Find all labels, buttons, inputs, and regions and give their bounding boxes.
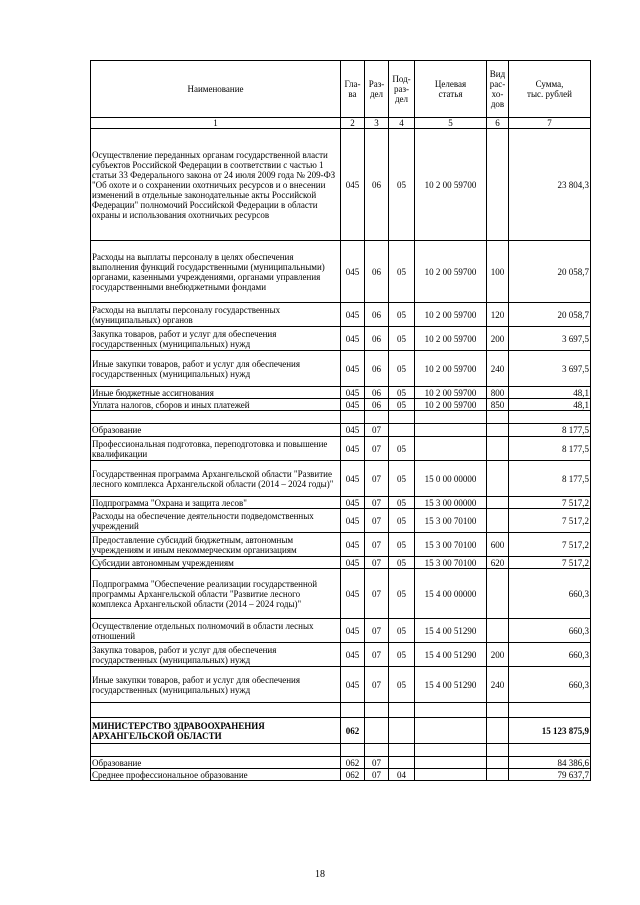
row-razdel: 07 [365, 757, 389, 769]
col-header-sum [509, 61, 591, 118]
row-razdel: 07 [365, 533, 389, 557]
row-vid: 850 [487, 399, 509, 411]
col-header-vid [487, 61, 509, 118]
row-vid: 800 [487, 387, 509, 399]
row-name: Иные закупки товаров, работ и услуг для обеспечения государственных (муниципальных) нужд [91, 351, 341, 387]
row-target: 15 3 00 70100 [415, 509, 487, 533]
col-header-podrazdel [389, 61, 415, 118]
row-glava: 045 [341, 461, 365, 497]
spacer-cell [509, 411, 591, 424]
row-name: Иные закупки товаров, работ и услуг для обеспечения государственных (муниципальных) нужд [91, 667, 341, 703]
table-row [91, 509, 591, 533]
table-row [91, 437, 591, 461]
row-glava: 045 [341, 569, 365, 619]
column-number: 6 [487, 118, 509, 129]
row-razdel: 06 [365, 129, 389, 241]
spacer-cell [509, 703, 591, 718]
row-name: Подпрограмма "Охрана и защита лесов" [91, 497, 341, 509]
col-header-vid-text: Вид рас- хо- дов [489, 69, 506, 109]
spacer-cell [389, 703, 415, 718]
row-target: 15 3 00 70100 [415, 533, 487, 557]
row-vid [487, 769, 509, 781]
row-razdel: 07 [365, 769, 389, 781]
row-glava: 062 [341, 718, 365, 744]
row-vid: 120 [487, 303, 509, 327]
row-podrazdel: 05 [389, 569, 415, 619]
row-name: Закупка товаров, работ и услуг для обеспечения государственных (муниципальных) нужд [91, 643, 341, 667]
table-row [91, 241, 591, 303]
spacer-cell [487, 411, 509, 424]
row-vid [487, 497, 509, 509]
column-number-row [91, 118, 591, 129]
row-razdel [365, 718, 389, 744]
budget-table [90, 60, 591, 781]
row-glava: 045 [341, 667, 365, 703]
row-vid: 620 [487, 557, 509, 569]
row-name: Образование [91, 424, 341, 437]
row-vid [487, 509, 509, 533]
row-podrazdel: 05 [389, 303, 415, 327]
table-row [91, 533, 591, 557]
spacer-row [91, 411, 591, 424]
column-number: 5 [415, 118, 487, 129]
col-header-target [415, 61, 487, 118]
row-name: Уплата налогов, сборов и иных платежей [91, 399, 341, 411]
row-name: Предоставление субсидий бюджетным, автономным учреждениям и иным некоммерческим организациям [91, 533, 341, 557]
row-vid [487, 437, 509, 461]
row-target: 10 2 00 59700 [415, 241, 487, 303]
table-row [91, 327, 591, 351]
spacer-cell [341, 744, 365, 757]
column-number: 7 [509, 118, 591, 129]
table-row [91, 643, 591, 667]
table-row [91, 461, 591, 497]
row-glava: 062 [341, 769, 365, 781]
row-name: Среднее профессиональное образование [91, 769, 341, 781]
table-row [91, 769, 591, 781]
spacer-row [91, 744, 591, 757]
row-sum: 3 697,5 [509, 351, 591, 387]
spacer-cell [91, 703, 341, 718]
table-header-row [91, 61, 591, 118]
row-sum: 20 058,7 [509, 303, 591, 327]
row-glava: 045 [341, 643, 365, 667]
row-vid [487, 619, 509, 643]
row-vid [487, 129, 509, 241]
row-vid [487, 424, 509, 437]
spacer-cell [91, 411, 341, 424]
row-vid: 100 [487, 241, 509, 303]
page-number: 18 [315, 869, 325, 880]
column-number: 4 [389, 118, 415, 129]
row-target: 10 2 00 59700 [415, 399, 487, 411]
table-row [91, 557, 591, 569]
row-target: 15 3 00 70100 [415, 557, 487, 569]
row-name: Расходы на выплаты персоналу государственных (муниципальных) органов [91, 303, 341, 327]
spacer-cell [389, 744, 415, 757]
col-header-razdel-text: Раз- дел [368, 79, 385, 99]
row-glava: 045 [341, 497, 365, 509]
row-glava: 045 [341, 129, 365, 241]
col-header-glava-text: Гла- ва [344, 79, 361, 99]
row-razdel: 07 [365, 619, 389, 643]
col-header-target-text: Целевая статья [434, 79, 467, 99]
row-razdel: 07 [365, 557, 389, 569]
table-row [91, 497, 591, 509]
spacer-cell [389, 411, 415, 424]
row-vid: 600 [487, 533, 509, 557]
row-target: 15 0 00 00000 [415, 461, 487, 497]
row-sum: 79 637,7 [509, 769, 591, 781]
row-sum: 8 177,5 [509, 437, 591, 461]
row-name: Расходы на обеспечение деятельности подведомственных учреждений [91, 509, 341, 533]
row-sum: 48,1 [509, 387, 591, 399]
row-podrazdel: 05 [389, 497, 415, 509]
row-podrazdel: 05 [389, 437, 415, 461]
col-header-glava [341, 61, 365, 118]
row-target: 10 2 00 59700 [415, 387, 487, 399]
row-name: Иные бюджетные ассигнования [91, 387, 341, 399]
table-row [91, 424, 591, 437]
row-sum: 7 517,2 [509, 509, 591, 533]
row-name: МИНИСТЕРСТВО ЗДРАВООХРАНЕНИЯ АРХАНГЕЛЬСКОЙ ОБЛАСТИ [91, 718, 341, 744]
row-vid: 200 [487, 327, 509, 351]
row-razdel: 06 [365, 351, 389, 387]
column-number: 2 [341, 118, 365, 129]
col-header-name: Наименование [91, 61, 341, 118]
table-row [91, 303, 591, 327]
row-glava: 045 [341, 424, 365, 437]
row-name: Субсидии автономным учреждениям [91, 557, 341, 569]
row-glava: 045 [341, 619, 365, 643]
row-razdel: 06 [365, 327, 389, 351]
table-row [91, 619, 591, 643]
spacer-cell [415, 411, 487, 424]
row-podrazdel [389, 718, 415, 744]
row-razdel: 07 [365, 461, 389, 497]
row-target: 15 4 00 51290 [415, 667, 487, 703]
row-target: 15 3 00 00000 [415, 497, 487, 509]
row-podrazdel: 05 [389, 643, 415, 667]
row-podrazdel: 05 [389, 533, 415, 557]
row-target [415, 757, 487, 769]
row-sum: 20 058,7 [509, 241, 591, 303]
col-header-sum-text: Сумма, тыс. рублей [527, 79, 572, 99]
row-podrazdel: 05 [389, 399, 415, 411]
table-row [91, 387, 591, 399]
row-glava: 045 [341, 241, 365, 303]
row-razdel: 06 [365, 303, 389, 327]
row-target: 10 2 00 59700 [415, 351, 487, 387]
row-razdel: 07 [365, 437, 389, 461]
spacer-cell [365, 744, 389, 757]
row-sum: 7 517,2 [509, 497, 591, 509]
row-name: Подпрограмма "Обеспечение реализации государственной программы Архангельской области "Развитие лесного комплекса Архангельской области (2014 – 2024 годы)" [91, 569, 341, 619]
row-sum: 3 697,5 [509, 327, 591, 351]
spacer-cell [487, 744, 509, 757]
row-target: 10 2 00 59700 [415, 129, 487, 241]
row-glava: 062 [341, 757, 365, 769]
row-target [415, 437, 487, 461]
table-row [91, 129, 591, 241]
row-podrazdel: 05 [389, 387, 415, 399]
row-sum: 48,1 [509, 399, 591, 411]
row-glava: 045 [341, 303, 365, 327]
row-vid [487, 718, 509, 744]
row-target [415, 769, 487, 781]
row-sum: 7 517,2 [509, 557, 591, 569]
row-vid [487, 757, 509, 769]
row-sum: 660,3 [509, 643, 591, 667]
row-glava: 045 [341, 509, 365, 533]
row-target: 15 4 00 00000 [415, 569, 487, 619]
table-row [91, 718, 591, 744]
column-number: 3 [365, 118, 389, 129]
row-podrazdel: 05 [389, 667, 415, 703]
row-target [415, 424, 487, 437]
row-vid [487, 569, 509, 619]
row-razdel: 06 [365, 399, 389, 411]
row-razdel: 06 [365, 387, 389, 399]
row-target: 15 4 00 51290 [415, 643, 487, 667]
row-target: 10 2 00 59700 [415, 327, 487, 351]
row-razdel: 07 [365, 497, 389, 509]
table-row [91, 351, 591, 387]
table-row [91, 757, 591, 769]
row-vid: 240 [487, 351, 509, 387]
row-sum: 23 804,3 [509, 129, 591, 241]
row-podrazdel: 05 [389, 129, 415, 241]
row-name: Расходы на выплаты персоналу в целях обеспечения выполнения функций государственными (муниципальными) органами, казенными учреждениями, органами управления государственными внебюджетными фондами [91, 241, 341, 303]
row-razdel: 07 [365, 643, 389, 667]
row-podrazdel: 05 [389, 351, 415, 387]
row-name: Закупка товаров, работ и услуг для обеспечения государственных (муниципальных) нужд [91, 327, 341, 351]
row-target: 15 4 00 51290 [415, 619, 487, 643]
row-sum: 7 517,2 [509, 533, 591, 557]
column-number: 1 [91, 118, 341, 129]
row-podrazdel: 05 [389, 241, 415, 303]
spacer-cell [509, 744, 591, 757]
row-sum: 660,3 [509, 667, 591, 703]
table-row [91, 667, 591, 703]
row-sum: 8 177,5 [509, 424, 591, 437]
row-podrazdel: 05 [389, 327, 415, 351]
row-name: Осуществление переданных органам государственной власти субъектов Российской Федерации в соответствии с частью 1 статьи 33 Федерального закона от 24 июля 2009 года № 209-ФЗ "Об охоте и о сохранении охотничьих ресурсов и о внесении изменений в отдельные законодательные акты Российской Федерации" полномочий Российской Федерации в области охраны и использования охотничьих ресурсов [91, 129, 341, 241]
row-vid: 200 [487, 643, 509, 667]
row-target: 10 2 00 59700 [415, 303, 487, 327]
row-podrazdel: 04 [389, 769, 415, 781]
row-sum: 84 386,6 [509, 757, 591, 769]
row-razdel: 07 [365, 424, 389, 437]
row-podrazdel: 05 [389, 509, 415, 533]
row-podrazdel [389, 424, 415, 437]
spacer-cell [415, 744, 487, 757]
row-target [415, 718, 487, 744]
spacer-cell [341, 411, 365, 424]
table-row [91, 399, 591, 411]
spacer-cell [341, 703, 365, 718]
row-glava: 045 [341, 533, 365, 557]
row-podrazdel: 05 [389, 461, 415, 497]
row-vid: 240 [487, 667, 509, 703]
row-razdel: 07 [365, 509, 389, 533]
spacer-row [91, 703, 591, 718]
row-podrazdel [389, 757, 415, 769]
row-name: Профессиональная подготовка, переподготовка и повышение квалификации [91, 437, 341, 461]
row-sum: 660,3 [509, 619, 591, 643]
row-name: Государственная программа Архангельской области "Развитие лесного комплекса Архангельской области (2014 – 2024 годы)" [91, 461, 341, 497]
spacer-cell [91, 744, 341, 757]
row-vid [487, 461, 509, 497]
row-glava: 045 [341, 387, 365, 399]
row-sum: 8 177,5 [509, 461, 591, 497]
row-glava: 045 [341, 557, 365, 569]
row-podrazdel: 05 [389, 557, 415, 569]
row-sum: 15 123 875,9 [509, 718, 591, 744]
row-razdel: 06 [365, 241, 389, 303]
col-header-razdel [365, 61, 389, 118]
spacer-cell [365, 411, 389, 424]
row-glava: 045 [341, 327, 365, 351]
row-sum: 660,3 [509, 569, 591, 619]
row-podrazdel: 05 [389, 619, 415, 643]
row-razdel: 07 [365, 667, 389, 703]
row-name: Осуществление отдельных полномочий в области лесных отношений [91, 619, 341, 643]
col-header-podrazdel-text: Под- раз- дел [392, 74, 411, 104]
row-glava: 045 [341, 437, 365, 461]
spacer-cell [487, 703, 509, 718]
row-glava: 045 [341, 399, 365, 411]
spacer-cell [415, 703, 487, 718]
spacer-cell [365, 703, 389, 718]
table-row [91, 569, 591, 619]
row-glava: 045 [341, 351, 365, 387]
row-razdel: 07 [365, 569, 389, 619]
row-name: Образование [91, 757, 341, 769]
